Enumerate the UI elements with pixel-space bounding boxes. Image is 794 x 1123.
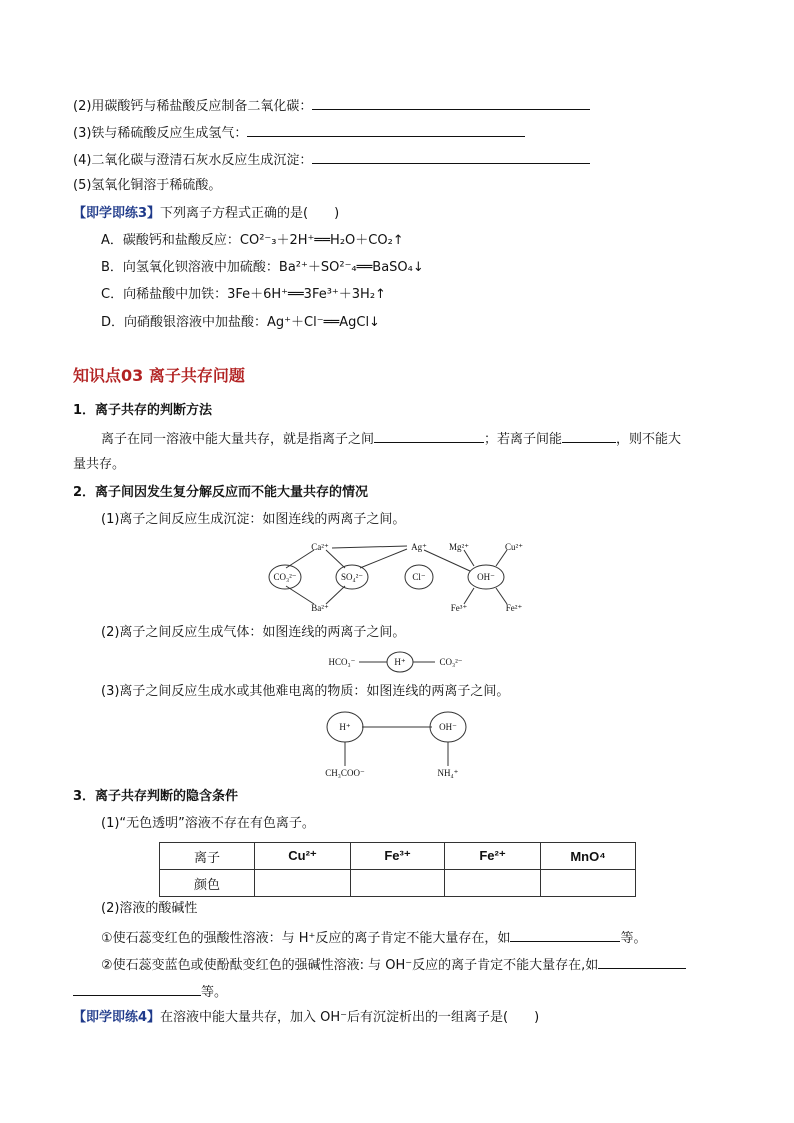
table-cell: Fe²⁺ bbox=[445, 843, 541, 870]
gas-diagram bbox=[325, 650, 470, 674]
s3-p3-suffix: 等。 bbox=[620, 931, 647, 946]
practice-3-tag: 【即学即练3】 bbox=[73, 206, 161, 221]
s3-p2: (2)溶液的酸碱性 bbox=[101, 901, 198, 916]
s1-blank-2[interactable] bbox=[562, 429, 616, 443]
ion-oh-3: OH⁻ bbox=[439, 722, 457, 732]
table-cell: Cu²⁺ bbox=[255, 843, 351, 870]
ion-co3: CO₃²⁻ bbox=[273, 572, 297, 582]
s1-body bbox=[101, 429, 681, 449]
s2-p2: (2)离子之间反应生成气体：如图连线的两离子之间。 bbox=[101, 625, 406, 640]
ion-ba: Ba²⁺ bbox=[311, 603, 329, 613]
s3-p3 bbox=[101, 928, 646, 948]
practice-3-stem: 下列离子方程式正确的是( ) bbox=[160, 206, 340, 221]
ion-cl: Cl⁻ bbox=[412, 572, 426, 582]
s3-p3-text: ①使石蕊变红色的强酸性溶液：与 H⁺反应的离子肯定不能大量存在，如 bbox=[101, 931, 511, 946]
ion-ch3coo: CH₃COO⁻ bbox=[325, 768, 365, 778]
ion-cu: Cu²⁺ bbox=[505, 542, 523, 552]
table-cell: 离子 bbox=[160, 843, 255, 870]
practice-4 bbox=[73, 1009, 539, 1027]
s3-p5 bbox=[73, 982, 227, 1002]
question-5-text: (5)氢氧化铜溶于稀硫酸。 bbox=[73, 178, 222, 193]
s1-body-cont: 量共存。 bbox=[73, 457, 126, 472]
s1-body-part3: ，则不能大 bbox=[616, 432, 682, 447]
table-cell: MnO⁴ bbox=[541, 843, 636, 870]
s1-heading: 1．离子共存的判断方法 bbox=[73, 403, 213, 418]
question-2 bbox=[73, 96, 590, 116]
s1-blank-1[interactable] bbox=[374, 429, 484, 443]
ion-h-3: H⁺ bbox=[339, 722, 351, 732]
ion-ag: Ag⁺ bbox=[411, 542, 427, 552]
color-input-cell[interactable] bbox=[541, 870, 636, 897]
practice-4-tag: 【即学即练4】 bbox=[73, 1010, 161, 1025]
acid-ions-blank[interactable] bbox=[510, 928, 620, 942]
ion-h: H⁺ bbox=[394, 657, 406, 667]
ion-hco3: HCO₃⁻ bbox=[328, 657, 356, 667]
practice-3 bbox=[73, 205, 339, 223]
s3-p5-suffix: 等。 bbox=[201, 985, 228, 1000]
option-b[interactable]: B．向氢氧化钡溶液中加硫酸：Ba²⁺＋SO²⁻₄══BaSO₄↓ bbox=[101, 260, 424, 275]
answer-blank-3[interactable] bbox=[247, 123, 525, 137]
s3-p4-text: ②使石蕊变蓝色或使酚酞变红色的强碱性溶液: 与 OH⁻反应的离子肯定不能大量存在,如 bbox=[101, 958, 599, 973]
answer-blank-4[interactable] bbox=[312, 150, 590, 164]
ion-co3-2: CO₃²⁻ bbox=[439, 657, 463, 667]
ion-color-table bbox=[159, 842, 636, 897]
option-a[interactable]: A．碳酸钙和盐酸反应：CO²⁻₃＋2H⁺══H₂O＋CO₂↑ bbox=[101, 233, 404, 248]
section-title: 知识点03 离子共存问题 bbox=[73, 366, 245, 385]
precipitation-diagram bbox=[262, 538, 542, 616]
ion-fe3: Fe³⁺ bbox=[450, 603, 468, 613]
ion-nh4: NH₄⁺ bbox=[437, 768, 459, 778]
question-3 bbox=[73, 123, 525, 143]
s2-p1: (1)离子之间反应生成沉淀：如图连线的两离子之间。 bbox=[101, 512, 406, 527]
question-2-text: (2)用碳酸钙与稀盐酸反应制备二氧化碳： bbox=[73, 99, 313, 114]
weak-electrolyte-diagram bbox=[320, 708, 470, 780]
color-input-cell[interactable] bbox=[255, 870, 351, 897]
question-4 bbox=[73, 150, 590, 170]
table-cell: 颜色 bbox=[160, 870, 255, 897]
table-cell: Fe³⁺ bbox=[351, 843, 445, 870]
s3-heading: 3．离子共存判断的隐含条件 bbox=[73, 789, 239, 804]
s3-p4 bbox=[101, 955, 686, 975]
s1-body-part1: 离子在同一溶液中能大量共存，就是指离子之间 bbox=[101, 432, 375, 447]
color-input-cell[interactable] bbox=[351, 870, 445, 897]
option-d[interactable]: D．向硝酸银溶液中加盐酸：Ag⁺＋Cl⁻══AgCl↓ bbox=[101, 315, 380, 330]
question-5 bbox=[73, 177, 221, 195]
practice-4-stem: 在溶液中能大量共存，加入 OH⁻后有沉淀析出的一组离子是( ) bbox=[160, 1010, 540, 1025]
s2-p3: (3)离子之间反应生成水或其他难电离的物质：如图连线的两离子之间。 bbox=[101, 684, 510, 699]
s1-body-part2: ；若离子间能 bbox=[484, 432, 563, 447]
question-3-text: (3)铁与稀硫酸反应生成氢气： bbox=[73, 126, 248, 141]
question-4-text: (4)二氧化碳与澄清石灰水反应生成沉淀： bbox=[73, 153, 313, 168]
ion-mg: Mg²⁺ bbox=[449, 542, 469, 552]
ion-oh: OH⁻ bbox=[477, 572, 495, 582]
ion-fe2: Fe²⁺ bbox=[505, 603, 523, 613]
ion-so4: SO₄²⁻ bbox=[340, 572, 364, 582]
table-row bbox=[160, 870, 636, 897]
color-input-cell[interactable] bbox=[445, 870, 541, 897]
table-row bbox=[160, 843, 636, 870]
base-ions-blank-2[interactable] bbox=[73, 982, 201, 996]
ion-ca: Ca²⁺ bbox=[311, 542, 329, 552]
base-ions-blank-1[interactable] bbox=[598, 955, 686, 969]
answer-blank-2[interactable] bbox=[312, 96, 590, 110]
s3-p1: (1)“无色透明”溶液不存在有色离子。 bbox=[101, 816, 315, 831]
option-c[interactable]: C．向稀盐酸中加铁：3Fe＋6H⁺══3Fe³⁺＋3H₂↑ bbox=[101, 287, 386, 302]
s2-heading: 2．离子间因发生复分解反应而不能大量共存的情况 bbox=[73, 485, 369, 500]
